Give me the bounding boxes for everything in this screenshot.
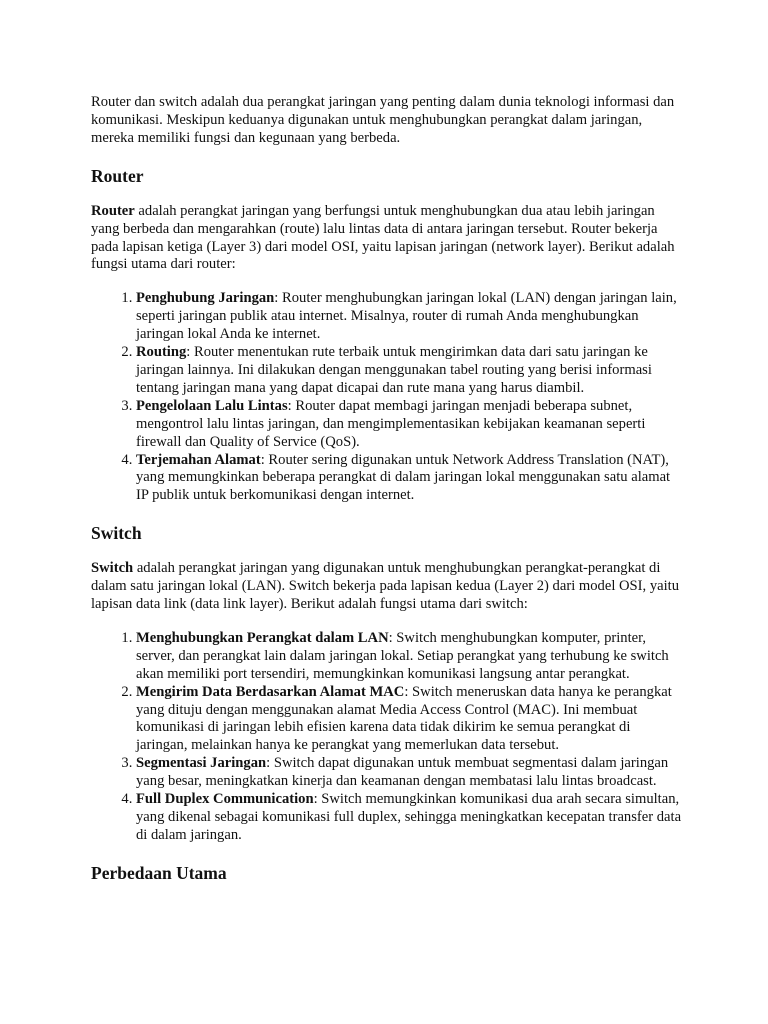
router-heading: Router [91, 165, 144, 186]
list-item-text: : Switch memungkinkan komunikasi dua arah secara simultan, yang dikenal sebagai komunikasi full duplex, sehingga meningkatkan kecepatan transfer data di dalam jaringan. [136, 791, 682, 843]
list-item-text: : Router sering digunakan untuk Network Address Translation (NAT), yang memungkinkan beberapa perangkat di dalam jaringan lokal menggunakan satu alamat IP publik untuk berkomunikasi dengan internet. [136, 451, 671, 504]
router-intro-term: Router [91, 202, 135, 219]
list-item-term: Routing [136, 344, 187, 361]
switch-heading: Switch [91, 523, 142, 544]
list-item-text: : Switch meneruskan data hanya ke perangkat yang dituju dengan menggunakan alamat Media Access Control (MAC). Ini membuat komunikasi di jaringan lebih efisien karena data tidak dikirim ke semua perangkat di jaringan, melainkan hanya ke perangkat yang memerlukan data tersebut. [136, 683, 672, 754]
list-item [136, 452, 684, 506]
list-item-term: Pengelolaan Lalu Lintas [136, 397, 288, 414]
switch-function-list [91, 630, 684, 845]
router-intro-paragraph [91, 203, 684, 275]
list-item-text: : Router menghubungkan jaringan lokal (LAN) dengan jaringan lain, seperti jaringan publik atau internet. Misalnya, router di rumah Anda menghubungkan jaringan lokal Anda ke internet. [136, 290, 677, 343]
list-item [136, 684, 684, 756]
differences-heading: Perbedaan Utama [91, 862, 227, 883]
list-item [136, 791, 684, 845]
intro-paragraph: Router dan switch adalah dua perangkat jaringan yang penting dalam dunia teknologi informasi dan komunikasi. Meskipun keduanya digunakan untuk menghubungkan perangkat dalam jaringan, mereka memiliki fungsi dan kegunaan yang berbeda. [91, 94, 675, 146]
switch-intro-paragraph [91, 560, 684, 614]
list-item [136, 398, 684, 452]
list-item-term: Segmentasi Jaringan [136, 755, 267, 772]
list-item-text: : Switch menghubungkan komputer, printer, server, dan perangkat lain dalam jaringan lokal. Setiap perangkat yang terhubung ke switch akan memiliki port tersendiri, memungkinkan komunikasi langsung antar perangkat. [136, 629, 669, 682]
router-function-list [91, 290, 684, 505]
list-item [136, 290, 684, 344]
list-item-text: : Router dapat membagi jaringan menjadi beberapa subnet, mengontrol lalu lintas jaringan, dan mengimplementasikan kebijakan keamanan seperti firewall dan Quality of Service (QoS). [136, 397, 646, 450]
list-item [136, 630, 684, 684]
switch-intro-term: Switch [91, 560, 134, 577]
list-item-text: : Router menentukan rute terbaik untuk mengirimkan data dari satu jaringan ke jaringan lainnya. Ini dilakukan dengan menggunakan tabel routing yang berisi informasi tentang jaringan mana yang dapat dicapai dan rute mana yang harus diambil. [136, 344, 652, 396]
list-item [136, 755, 684, 791]
list-item-term: Full Duplex Communication [136, 791, 314, 808]
switch-intro-text: adalah perangkat jaringan yang digunakan untuk menghubungkan perangkat-perangkat di dalam satu jaringan lokal (LAN). Switch bekerja pada lapisan kedua (Layer 2) dari model OSI, yaitu lapisan data link (data link layer). Berikut adalah fungsi utama dari switch: [91, 560, 680, 613]
list-item-term: Terjemahan Alamat [136, 451, 261, 468]
list-item-term: Mengirim Data Berdasarkan Alamat MAC [136, 683, 405, 700]
list-item-term: Menghubungkan Perangkat dalam LAN [136, 629, 389, 646]
list-item-text: : Switch dapat digunakan untuk membuat segmentasi dalam jaringan yang besar, meningkatkan kinerja dan keamanan dengan membatasi lalu lintas broadcast. [136, 755, 669, 790]
list-item-term: Penghubung Jaringan [136, 290, 275, 307]
router-intro-text: adalah perangkat jaringan yang berfungsi untuk menghubungkan dua atau lebih jaringan yang berbeda dan mengarahkan (route) lalu lintas data di antara jaringan tersebut. Router bekerja pada lapisan ketiga (Layer 3) dari model OSI, yaitu lapisan jaringan (network layer). Berikut adalah fungsi utama dari router: [91, 202, 675, 273]
list-item [136, 344, 684, 398]
